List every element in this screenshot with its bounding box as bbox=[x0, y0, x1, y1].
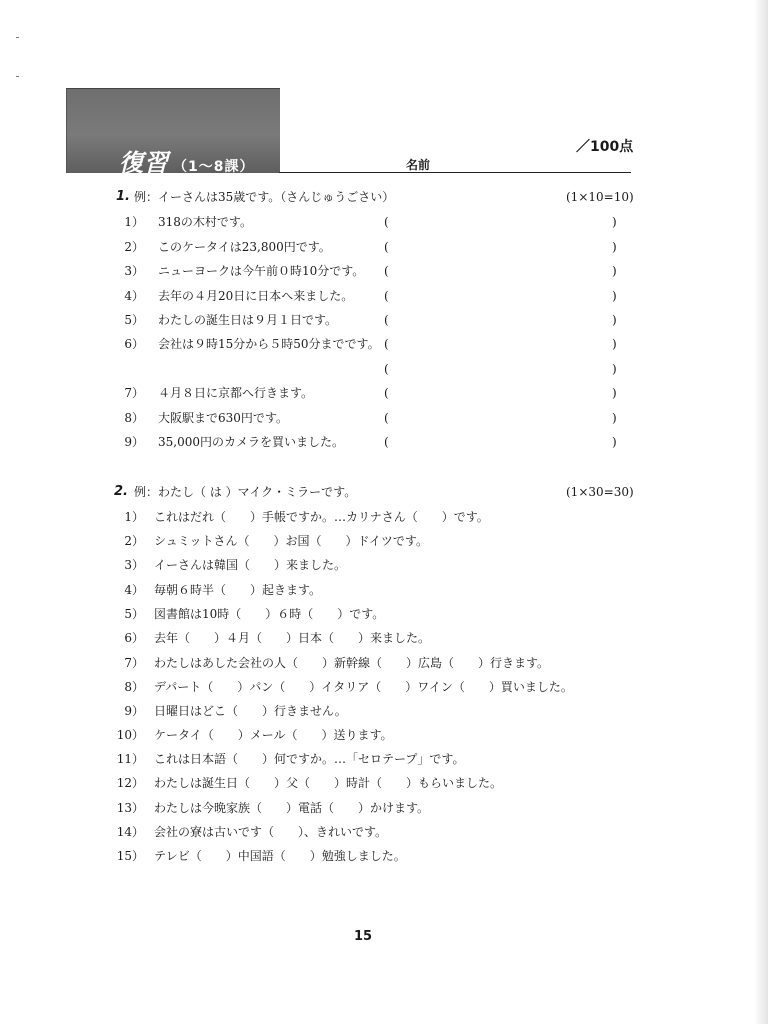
answer-paren-close: ) bbox=[612, 411, 617, 425]
item-text: 318の木村です。 bbox=[158, 215, 252, 229]
answer-paren-open: ( bbox=[384, 435, 389, 449]
section1-item bbox=[0, 432, 768, 452]
answer-paren-close: ) bbox=[612, 313, 617, 327]
item-text: 会社は９時15分から５時50分までです。 bbox=[158, 337, 380, 351]
item-text: イーさんは韓国（ ）来ました。 bbox=[154, 558, 347, 572]
item-text: 去年（ ）４月（ ）日本（ ）来ました。 bbox=[154, 631, 431, 645]
item-number: 7） bbox=[124, 656, 144, 670]
section1-example-row bbox=[0, 187, 768, 207]
item-number: 15） bbox=[116, 849, 144, 863]
item-number: 4） bbox=[124, 289, 144, 303]
scan-edge-shadow bbox=[754, 0, 768, 1024]
section2-item bbox=[0, 555, 768, 575]
section1-item bbox=[0, 408, 768, 428]
section2-points: (1×30=30) bbox=[566, 485, 634, 499]
section2-item bbox=[0, 749, 768, 769]
total-score: ／100点 bbox=[576, 139, 634, 155]
item-text: このケータイは23,800円です。 bbox=[158, 240, 331, 254]
answer-paren-open: ( bbox=[384, 289, 389, 303]
answer-paren-close: ) bbox=[612, 362, 617, 376]
item-number: 3） bbox=[124, 264, 144, 278]
item-number: 4） bbox=[124, 583, 144, 597]
section2-item bbox=[0, 677, 768, 697]
item-number: 1） bbox=[124, 215, 144, 229]
item-number: 7） bbox=[124, 386, 144, 400]
section1-item bbox=[0, 261, 768, 281]
section2-item bbox=[0, 604, 768, 624]
item-text: 去年の４月20日に日本へ来ました。 bbox=[158, 289, 354, 303]
section2-item bbox=[0, 653, 768, 673]
section1-number: 1. bbox=[116, 189, 130, 204]
item-text: 大阪駅まで630円です。 bbox=[158, 411, 288, 425]
section2-item bbox=[0, 846, 768, 866]
item-number: 10） bbox=[116, 728, 144, 742]
section1-item bbox=[0, 310, 768, 330]
answer-paren-open: ( bbox=[384, 411, 389, 425]
section2-item bbox=[0, 580, 768, 600]
title-main: 復習 bbox=[119, 149, 169, 177]
section2-example: 例：わたし（ は ）マイク・ミラーです。 bbox=[134, 485, 357, 499]
item-number: 9） bbox=[124, 704, 144, 718]
item-number: 8） bbox=[124, 411, 144, 425]
page-number: 15 bbox=[354, 929, 373, 944]
section2-item bbox=[0, 798, 768, 818]
item-number: 1） bbox=[124, 510, 144, 524]
answer-paren-open: ( bbox=[384, 215, 389, 229]
item-number: 2） bbox=[124, 534, 144, 548]
section1-points: (1×10=10) bbox=[566, 190, 634, 204]
section1-item bbox=[0, 212, 768, 232]
scan-speck bbox=[16, 37, 19, 38]
answer-paren-close: ) bbox=[612, 289, 617, 303]
item-text: わたしはあした会社の人（ ）新幹線（ ）広島（ ）行きます。 bbox=[154, 656, 550, 670]
section1-item bbox=[0, 383, 768, 403]
section2-example-row bbox=[0, 482, 768, 502]
scan-speck bbox=[16, 76, 19, 77]
name-underline bbox=[279, 172, 631, 173]
item-text: わたしは今晩家族（ ）電話（ ）かけます。 bbox=[154, 801, 430, 815]
answer-paren-close: ) bbox=[612, 435, 617, 449]
item-text: ケータイ（ ）メール（ ）送ります。 bbox=[154, 728, 393, 742]
answer-paren-open: ( bbox=[384, 264, 389, 278]
answer-paren-close: ) bbox=[612, 240, 617, 254]
item-text: わたしの誕生日は９月１日です。 bbox=[158, 313, 338, 327]
item-number: 3） bbox=[124, 558, 144, 572]
section1-item bbox=[0, 286, 768, 306]
section2-number: 2. bbox=[114, 484, 128, 499]
item-number: 6） bbox=[124, 337, 144, 351]
section2-item bbox=[0, 507, 768, 527]
section1-example: 例：イーさんは35歳です。（さんじゅうごさい） bbox=[134, 190, 395, 204]
item-text: 会社の寮は古いです（ ）、きれいです。 bbox=[154, 825, 388, 839]
item-text: これは日本語（ ）何ですか。…「セロテープ」です。 bbox=[154, 752, 465, 766]
item-number: 8） bbox=[124, 680, 144, 694]
item-number: 12） bbox=[116, 776, 144, 790]
item-text: 毎朝６時半（ ）起きます。 bbox=[154, 583, 322, 597]
answer-paren-close: ) bbox=[612, 215, 617, 229]
title-banner bbox=[66, 88, 280, 177]
item-text: デパート（ ）パン（ ）イタリア（ ）ワイン（ ）買いました。 bbox=[154, 680, 573, 694]
item-text: 35,000円のカメラを買いました。 bbox=[158, 435, 344, 449]
section2-item bbox=[0, 725, 768, 745]
section1-item-continued bbox=[0, 359, 768, 379]
answer-paren-close: ) bbox=[612, 337, 617, 351]
answer-paren-close: ) bbox=[612, 264, 617, 278]
item-text: これはだれ（ ）手帳ですか。…カリナさん（ ）です。 bbox=[154, 510, 489, 524]
item-text: ４月８日に京都へ行きます。 bbox=[158, 386, 314, 400]
item-number: 9） bbox=[124, 435, 144, 449]
answer-paren-open: ( bbox=[384, 386, 389, 400]
item-text: シュミットさん（ ）お国（ ）ドイツです。 bbox=[154, 534, 428, 548]
item-number: 2） bbox=[124, 240, 144, 254]
answer-paren-open: ( bbox=[384, 240, 389, 254]
item-text: テレビ（ ）中国語（ ）勉強しました。 bbox=[154, 849, 406, 863]
item-number: 14） bbox=[116, 825, 144, 839]
section1-item bbox=[0, 237, 768, 257]
section2-item bbox=[0, 701, 768, 721]
item-text: 日曜日はどこ（ ）行きません。 bbox=[154, 704, 347, 718]
section2-item bbox=[0, 773, 768, 793]
item-text: わたしは誕生日（ ）父（ ）時計（ ）もらいました。 bbox=[154, 776, 503, 790]
item-text: ニューヨークは今午前０時10分です。 bbox=[158, 264, 365, 278]
section2-item bbox=[0, 822, 768, 842]
answer-paren-open: ( bbox=[384, 362, 389, 376]
section2-item bbox=[0, 628, 768, 648]
item-number: 6） bbox=[124, 631, 144, 645]
section2-item bbox=[0, 531, 768, 551]
section1-item bbox=[0, 334, 768, 354]
answer-paren-open: ( bbox=[384, 337, 389, 351]
item-number: 13） bbox=[116, 801, 144, 815]
title-lesson-range: （1〜8課） bbox=[173, 159, 255, 175]
item-number: 11） bbox=[116, 752, 144, 766]
page-title bbox=[119, 143, 254, 178]
answer-paren-open: ( bbox=[384, 313, 389, 327]
item-number: 5） bbox=[124, 313, 144, 327]
item-number: 5） bbox=[124, 607, 144, 621]
answer-paren-close: ) bbox=[612, 386, 617, 400]
item-text: 図書館は10時（ ）６時（ ）です。 bbox=[154, 607, 385, 621]
name-label: 名前 bbox=[406, 158, 431, 172]
